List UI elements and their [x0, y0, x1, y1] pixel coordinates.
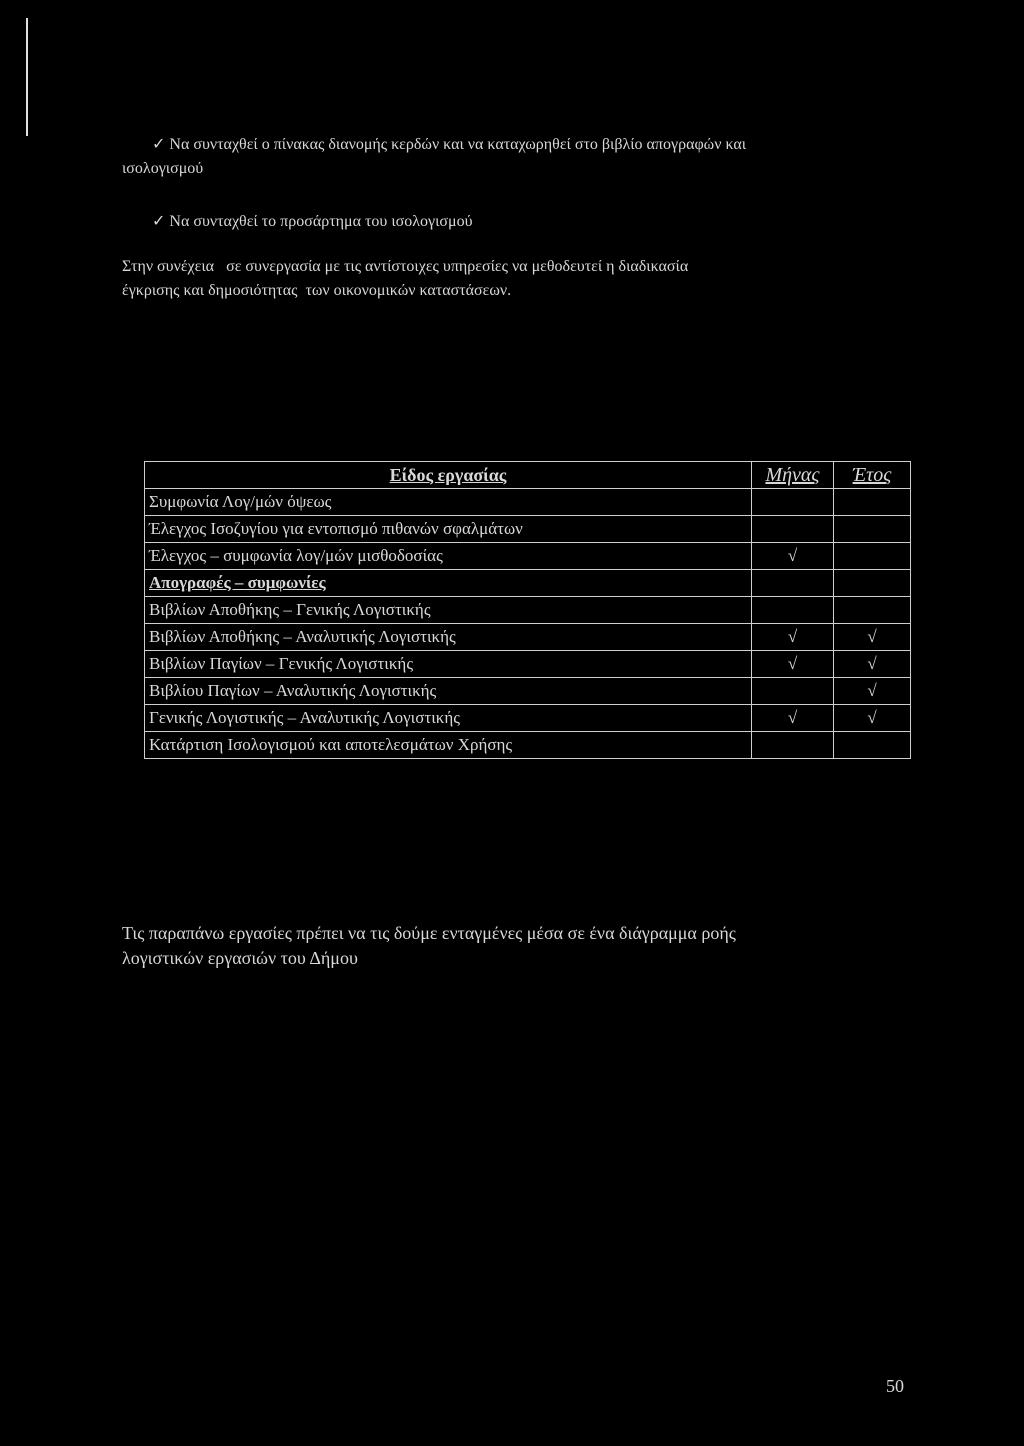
page-number: 50 [886, 1376, 904, 1396]
header-task-type: Είδος εργασίας [145, 462, 752, 489]
intro-line-1: Στην συνέχεια σε συνεργασία με τις αντίστοιχες υπηρεσίες να μεθοδευτεί η διαδικασία [122, 258, 689, 275]
table-row [145, 624, 911, 651]
task-label: Κατάρτιση Ισολογισμού και αποτελεσμάτων Χρήσης [145, 732, 752, 759]
month-mark [752, 678, 834, 705]
month-mark [752, 516, 834, 543]
table-row [145, 651, 911, 678]
closing-line-1: Τις παραπάνω εργασίες πρέπει να τις δούμε ενταγμένες μέσα σε ένα διάγραμμα ροής [122, 923, 736, 943]
intro-paragraph [122, 255, 917, 303]
month-mark: √ [752, 651, 834, 678]
year-mark: √ [834, 624, 911, 651]
year-mark: √ [834, 651, 911, 678]
bullet-2 [122, 210, 917, 234]
month-mark: √ [752, 705, 834, 732]
year-mark: √ [834, 678, 911, 705]
month-mark [752, 732, 834, 759]
bullet-1 [122, 133, 917, 181]
task-label: Βιβλίων Αποθήκης – Αναλυτικής Λογιστικής [145, 624, 752, 651]
table-row [145, 678, 911, 705]
task-label: Βιβλίων Αποθήκης – Γενικής Λογιστικής [145, 597, 752, 624]
task-label: Συμφωνία Λογ/μών όψεως [145, 489, 752, 516]
year-mark [834, 489, 911, 516]
header-month: Μήνας [752, 462, 834, 489]
intro-line-2: έγκρισης και δημοσιότητας των οικονομικών καταστάσεων. [122, 282, 512, 299]
table-row [145, 705, 911, 732]
table-row [145, 543, 911, 570]
table-row [145, 570, 911, 597]
closing-paragraph [122, 921, 912, 971]
task-label: Έλεγχος Ισοζυγίου για εντοπισμό πιθανών σφαλμάτων [145, 516, 752, 543]
header-year: Έτος [834, 462, 911, 489]
year-mark [834, 516, 911, 543]
table-row [145, 489, 911, 516]
table-row [145, 597, 911, 624]
task-label: Απογραφές – συμφωνίες [145, 570, 752, 597]
margin-rule [26, 18, 28, 136]
table-row [145, 732, 911, 759]
task-label: Έλεγχος – συμφωνία λογ/μών μισθοδοσίας [145, 543, 752, 570]
closing-line-2: λογιστικών εργασιών του Δήμου [122, 948, 358, 968]
year-mark [834, 732, 911, 759]
year-mark [834, 597, 911, 624]
table-row [145, 516, 911, 543]
year-mark [834, 543, 911, 570]
bullet-1-text: Να συνταχθεί ο πίνακας διανομής κερδών και να καταχωρηθεί στο βιβλίο απογραφών και [169, 136, 747, 153]
month-mark [752, 570, 834, 597]
year-mark: √ [834, 705, 911, 732]
table-header-row [145, 462, 911, 489]
month-mark: √ [752, 624, 834, 651]
check-icon: ✓ [152, 136, 166, 153]
bullet-1-continuation: ισολογισμού [122, 160, 204, 177]
month-mark: √ [752, 543, 834, 570]
month-mark [752, 489, 834, 516]
task-label: Γενικής Λογιστικής – Αναλυτικής Λογιστικής [145, 705, 752, 732]
month-mark [752, 597, 834, 624]
task-label: Βιβλίων Παγίων – Γενικής Λογιστικής [145, 651, 752, 678]
task-label: Βιβλίου Παγίων – Αναλυτικής Λογιστικής [145, 678, 752, 705]
tasks-table [144, 461, 911, 759]
year-mark [834, 570, 911, 597]
check-icon: ✓ [152, 213, 166, 230]
bullet-2-text: Να συνταχθεί το προσάρτημα του ισολογισμού [169, 213, 473, 230]
